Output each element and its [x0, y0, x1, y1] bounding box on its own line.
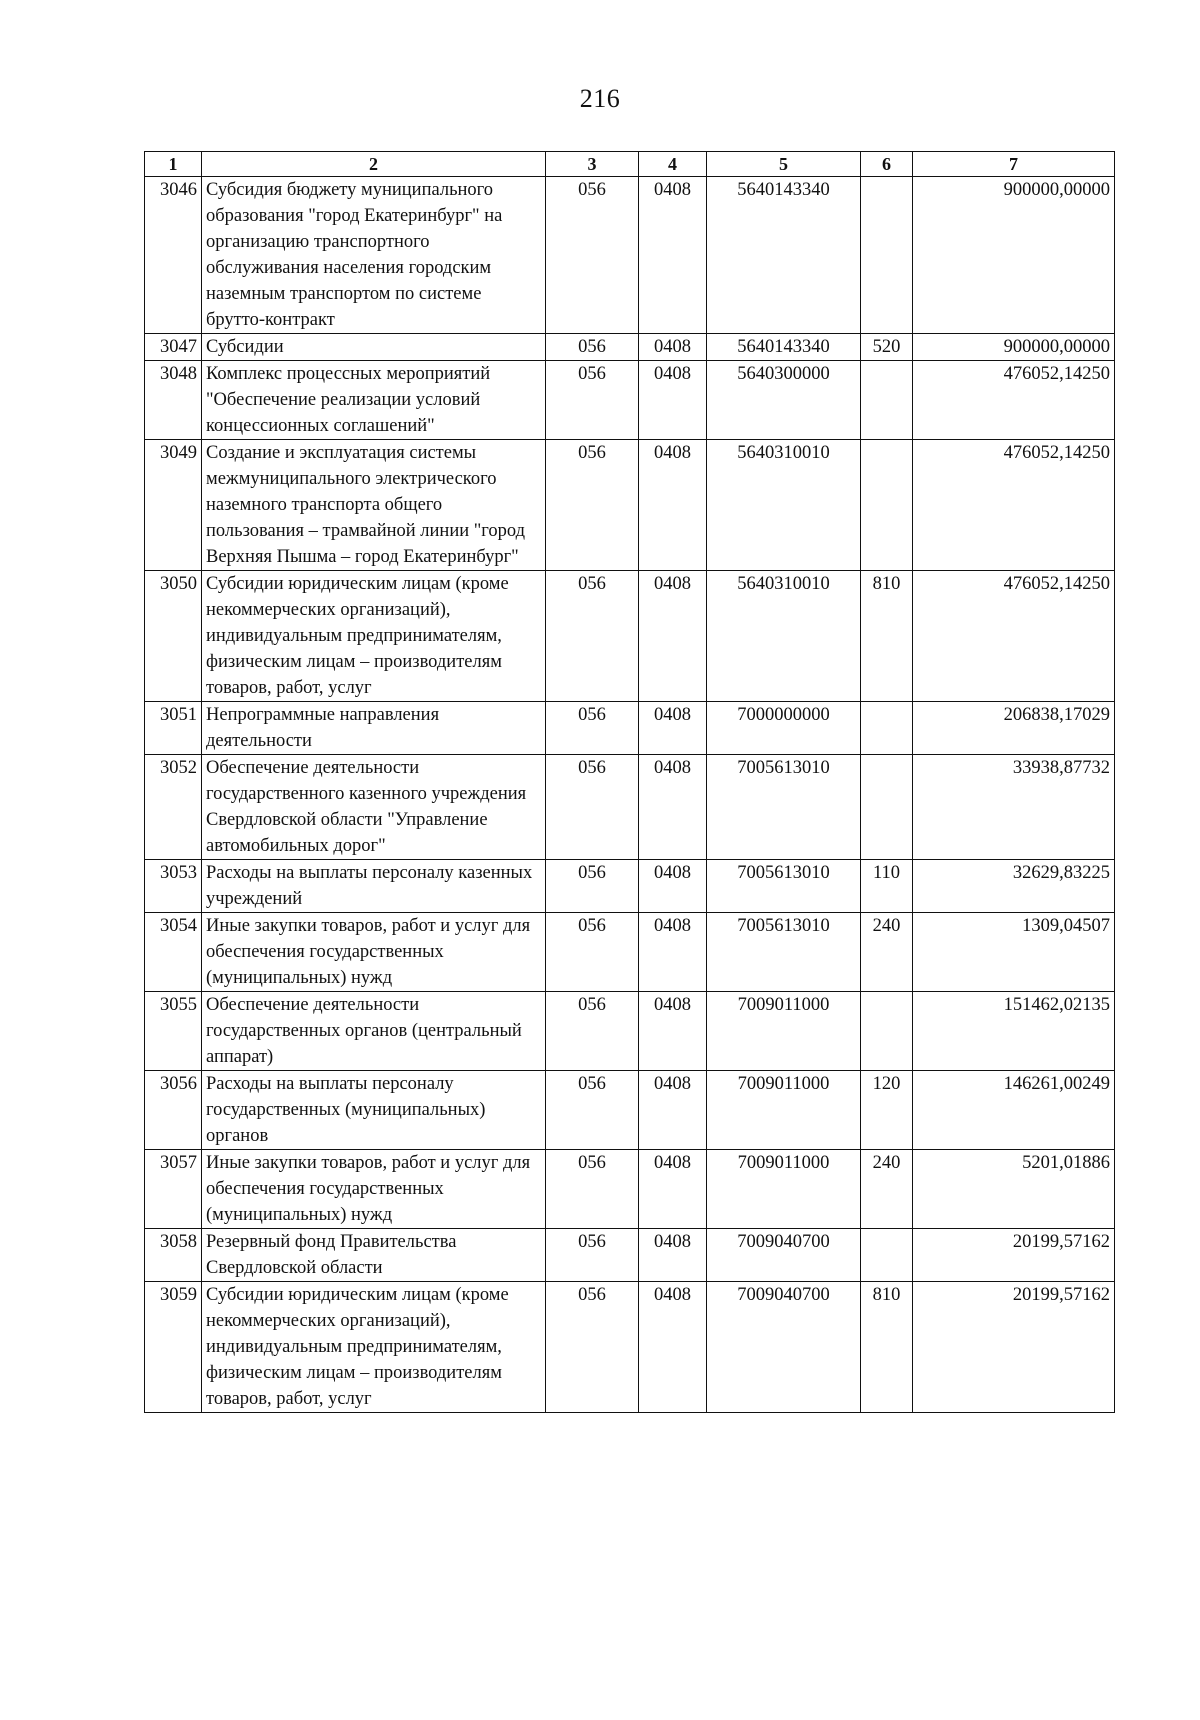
row-code-3: 056	[546, 334, 639, 361]
row-sum: 151462,02135	[913, 992, 1115, 1071]
row-code-3: 056	[546, 440, 639, 571]
table-row	[145, 1071, 1115, 1150]
row-code-3: 056	[546, 177, 639, 334]
column-header: 3	[546, 152, 639, 177]
row-sum: 33938,87732	[913, 755, 1115, 860]
row-code-4: 0408	[639, 913, 707, 992]
row-number: 3050	[145, 571, 202, 702]
row-number: 3048	[145, 361, 202, 440]
row-name: Комплекс процессных мероприятий "Обеспечение реализации условий концессионных соглашений"	[202, 361, 546, 440]
column-header: 4	[639, 152, 707, 177]
row-code-6: 110	[861, 860, 913, 913]
table-row	[145, 1150, 1115, 1229]
row-code-5: 7009011000	[707, 1071, 861, 1150]
row-name: Субсидии юридическим лицам (кроме некоммерческих организаций), индивидуальным предпринимателям, физическим лицам – производителям товаров, работ, услуг	[202, 571, 546, 702]
row-code-6: 240	[861, 913, 913, 992]
row-number: 3051	[145, 702, 202, 755]
row-code-5: 5640300000	[707, 361, 861, 440]
row-code-4: 0408	[639, 1229, 707, 1282]
row-code-3: 056	[546, 1282, 639, 1413]
row-sum: 900000,00000	[913, 177, 1115, 334]
row-number: 3053	[145, 860, 202, 913]
row-code-4: 0408	[639, 1150, 707, 1229]
row-number: 3054	[145, 913, 202, 992]
row-number: 3058	[145, 1229, 202, 1282]
row-code-5: 7009011000	[707, 1150, 861, 1229]
table-row	[145, 440, 1115, 571]
row-code-6	[861, 1229, 913, 1282]
row-code-3: 056	[546, 755, 639, 860]
table-row	[145, 702, 1115, 755]
row-name: Обеспечение деятельности государственных органов (центральный аппарат)	[202, 992, 546, 1071]
table-row	[145, 361, 1115, 440]
row-code-3: 056	[546, 1150, 639, 1229]
row-sum: 146261,00249	[913, 1071, 1115, 1150]
table-row	[145, 177, 1115, 334]
row-code-4: 0408	[639, 1282, 707, 1413]
row-code-5: 5640310010	[707, 440, 861, 571]
row-sum: 900000,00000	[913, 334, 1115, 361]
row-name: Расходы на выплаты персоналу государственных (муниципальных) органов	[202, 1071, 546, 1150]
table-row	[145, 992, 1115, 1071]
column-header: 5	[707, 152, 861, 177]
row-name: Субсидии юридическим лицам (кроме некоммерческих организаций), индивидуальным предпринимателям, физическим лицам – производителям товаров, работ, услуг	[202, 1282, 546, 1413]
row-code-3: 056	[546, 571, 639, 702]
row-code-4: 0408	[639, 860, 707, 913]
row-number: 3055	[145, 992, 202, 1071]
row-code-3: 056	[546, 913, 639, 992]
row-code-4: 0408	[639, 992, 707, 1071]
row-code-6	[861, 440, 913, 571]
row-code-3: 056	[546, 860, 639, 913]
row-code-5: 5640143340	[707, 334, 861, 361]
row-sum: 206838,17029	[913, 702, 1115, 755]
row-sum: 1309,04507	[913, 913, 1115, 992]
row-code-4: 0408	[639, 177, 707, 334]
table-row	[145, 755, 1115, 860]
header-row	[145, 152, 1115, 177]
table-row	[145, 571, 1115, 702]
row-code-5: 5640310010	[707, 571, 861, 702]
row-number: 3059	[145, 1282, 202, 1413]
column-header: 2	[202, 152, 546, 177]
table-row	[145, 1282, 1115, 1413]
row-number: 3047	[145, 334, 202, 361]
row-sum: 476052,14250	[913, 440, 1115, 571]
table-row	[145, 860, 1115, 913]
row-name: Иные закупки товаров, работ и услуг для обеспечения государственных (муниципальных) нужд	[202, 1150, 546, 1229]
column-header: 1	[145, 152, 202, 177]
row-code-6: 810	[861, 571, 913, 702]
row-code-6	[861, 992, 913, 1071]
column-header: 7	[913, 152, 1115, 177]
row-code-4: 0408	[639, 702, 707, 755]
row-number: 3052	[145, 755, 202, 860]
row-code-4: 0408	[639, 571, 707, 702]
row-code-5: 5640143340	[707, 177, 861, 334]
row-code-4: 0408	[639, 1071, 707, 1150]
table-row	[145, 1229, 1115, 1282]
row-code-6	[861, 361, 913, 440]
row-sum: 5201,01886	[913, 1150, 1115, 1229]
row-name: Непрограммные направления деятельности	[202, 702, 546, 755]
row-number: 3057	[145, 1150, 202, 1229]
row-code-5: 7005613010	[707, 860, 861, 913]
row-code-6: 810	[861, 1282, 913, 1413]
row-code-6: 120	[861, 1071, 913, 1150]
row-name: Создание и эксплуатация системы межмуниципального электрического наземного транспорта общего пользования – трамвайной линии "город Верхняя Пышма – город Екатеринбург"	[202, 440, 546, 571]
row-code-5: 7000000000	[707, 702, 861, 755]
row-code-3: 056	[546, 361, 639, 440]
row-code-3: 056	[546, 1229, 639, 1282]
row-sum: 476052,14250	[913, 571, 1115, 702]
table-row	[145, 334, 1115, 361]
row-sum: 476052,14250	[913, 361, 1115, 440]
row-code-5: 7009011000	[707, 992, 861, 1071]
table-row	[145, 913, 1115, 992]
row-name: Резервный фонд Правительства Свердловской области	[202, 1229, 546, 1282]
row-code-5: 7009040700	[707, 1282, 861, 1413]
row-name: Расходы на выплаты персоналу казенных учреждений	[202, 860, 546, 913]
row-code-3: 056	[546, 1071, 639, 1150]
row-code-4: 0408	[639, 440, 707, 571]
row-name: Обеспечение деятельности государственного казенного учреждения Свердловской области "Управление автомобильных дорог"	[202, 755, 546, 860]
row-number: 3046	[145, 177, 202, 334]
row-code-6: 240	[861, 1150, 913, 1229]
row-name: Субсидия бюджету муниципального образования "город Екатеринбург" на организацию транспортного обслуживания населения городским наземным транспортом по системе брутто-контракт	[202, 177, 546, 334]
row-code-6	[861, 702, 913, 755]
row-code-5: 7005613010	[707, 755, 861, 860]
column-header: 6	[861, 152, 913, 177]
row-sum: 20199,57162	[913, 1229, 1115, 1282]
row-code-5: 7005613010	[707, 913, 861, 992]
row-number: 3049	[145, 440, 202, 571]
row-sum: 32629,83225	[913, 860, 1115, 913]
row-code-6	[861, 177, 913, 334]
budget-table	[144, 151, 1115, 1413]
row-code-4: 0408	[639, 361, 707, 440]
row-number: 3056	[145, 1071, 202, 1150]
page-number: 216	[579, 84, 621, 113]
row-sum: 20199,57162	[913, 1282, 1115, 1413]
row-code-6	[861, 755, 913, 860]
row-code-4: 0408	[639, 755, 707, 860]
row-name: Иные закупки товаров, работ и услуг для обеспечения государственных (муниципальных) нужд	[202, 913, 546, 992]
row-code-5: 7009040700	[707, 1229, 861, 1282]
row-name: Субсидии	[202, 334, 546, 361]
row-code-6: 520	[861, 334, 913, 361]
row-code-4: 0408	[639, 334, 707, 361]
row-code-3: 056	[546, 702, 639, 755]
row-code-3: 056	[546, 992, 639, 1071]
